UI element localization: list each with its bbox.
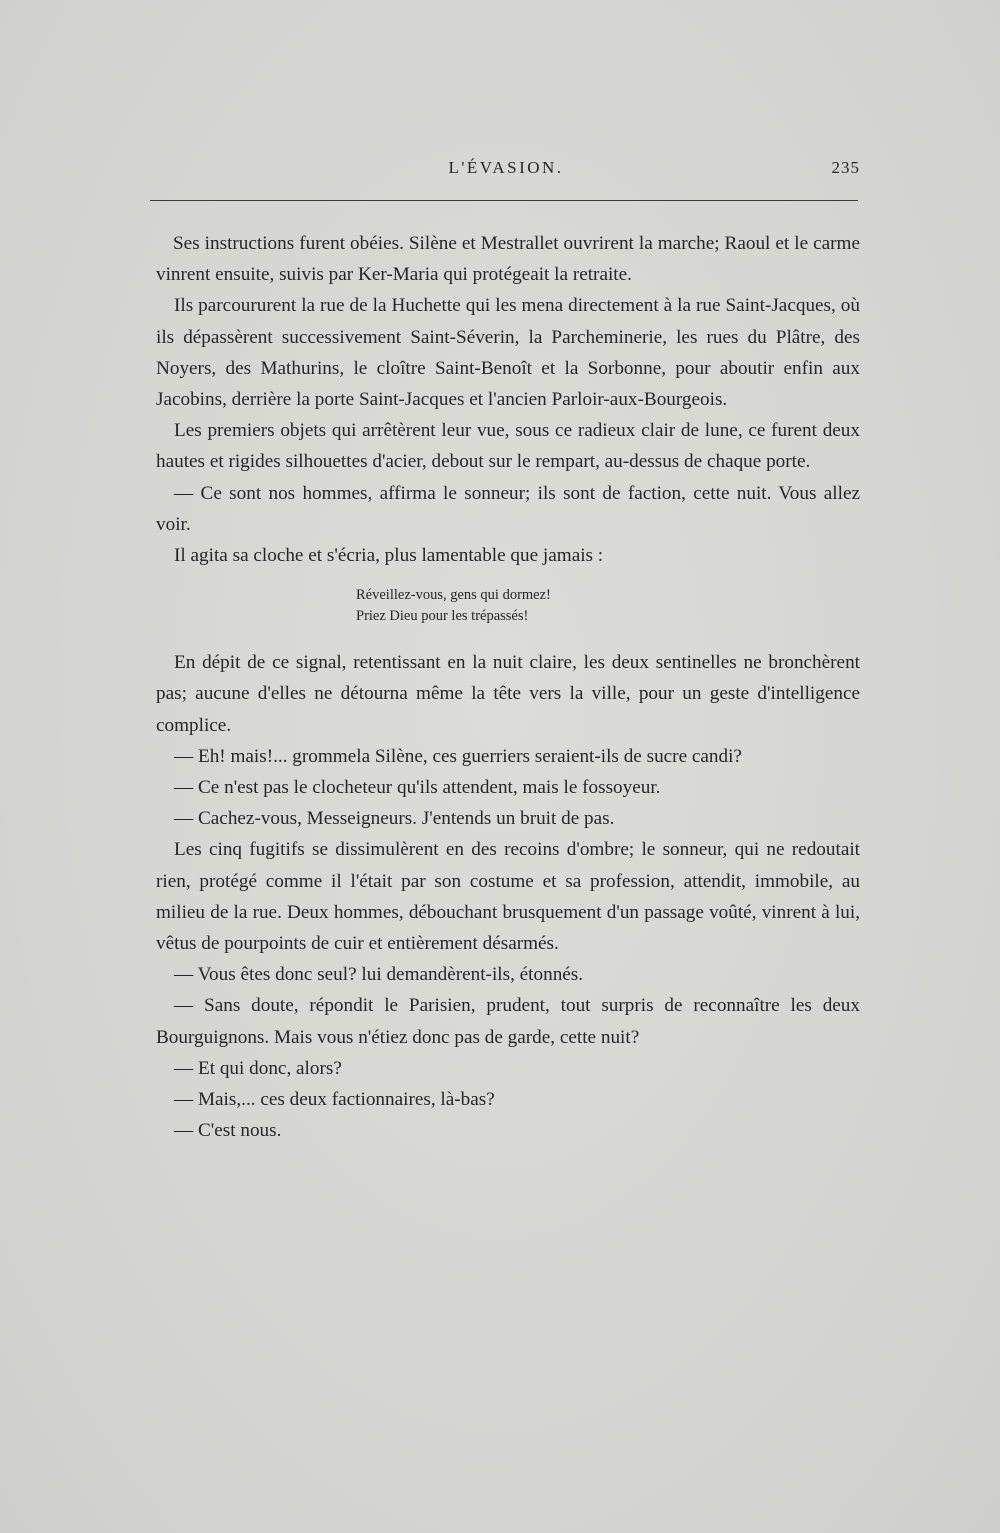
paragraph: — Vous êtes donc seul? lui demandèrent-ils, étonnés.: [174, 964, 584, 986]
page-header: [150, 158, 862, 188]
page-number: 235: [831, 158, 860, 177]
paragraph: Ses instructions furent obéies. Silène et Mestrallet ouvrirent la marche; Raoul et le carme vinrent ensuite, suivis par Ker-Maria qui protégeait la retraite.: [156, 233, 860, 286]
paragraph: Les premiers objets qui arrêtèrent leur vue, sous ce radieux clair de lune, ce furent deux hautes et rigides silhouettes d'acier, debout sur le rempart, au-dessus de chaque porte.: [156, 420, 860, 473]
running-title: L'ÉVASION.: [448, 158, 564, 177]
paragraph: En dépit de ce signal, retentissant en la nuit claire, les deux sentinelles ne bronchèrent pas; aucune d'elles ne détourna même la tête vers la ville, pour un geste d'intelligence complice.: [156, 652, 860, 736]
verse-line: Priez Dieu pour les trépassés!: [356, 608, 529, 625]
paragraph: — C'est nous.: [174, 1120, 282, 1142]
paragraph: — Ce n'est pas le clocheteur qu'ils attendent, mais le fossoyeur.: [174, 777, 661, 799]
verse-quote: [156, 585, 860, 627]
paragraph: — Cachez-vous, Messeigneurs. J'entends un bruit de pas.: [174, 808, 615, 830]
paragraph: — Sans doute, répondit le Parisien, prudent, tout surpris de reconnaître les deux Bourguignons. Mais vous n'étiez donc pas de garde, cette nuit?: [156, 995, 860, 1048]
paragraph: — Ce sont nos hommes, affirma le sonneur; ils sont de faction, cette nuit. Vous allez voir.: [156, 482, 860, 535]
paragraph: Ils parcoururent la rue de la Huchette qui les mena directement à la rue Saint-Jacques, où ils dépassèrent successivement Saint-Séverin, la Parcheminerie, les rues du Plâtre, des Noyers, des Mathurins, le cloître Saint-Benoît et la Sorbonne, pour aboutir enfin aux Jacobins, derrière la porte Saint-Jacques et l'ancien Parloir-aux-Bourgeois.: [156, 295, 860, 411]
verse-line: Réveillez-vous, gens qui dormez!: [356, 587, 551, 604]
paragraph: Les cinq fugitifs se dissimulèrent en des recoins d'ombre; le sonneur, qui ne redoutait rien, protégé comme il l'était par son costume et sa profession, attendit, immobile, au milieu de la rue. Deux hommes, débouchant brusquement d'un passage voûté, vinrent à lui, vêtus de pourpoints de cuir et entièrement désarmés.: [156, 839, 860, 955]
header-rule: [150, 200, 858, 201]
body-text: [156, 228, 860, 1146]
paragraph: Il agita sa cloche et s'écria, plus lamentable que jamais :: [174, 545, 604, 567]
paragraph: — Eh! mais!... grommela Silène, ces guerriers seraient-ils de sucre candi?: [174, 745, 742, 767]
paragraph: — Mais,... ces deux factionnaires, là-bas?: [174, 1089, 495, 1111]
paragraph: — Et qui donc, alors?: [174, 1057, 342, 1079]
